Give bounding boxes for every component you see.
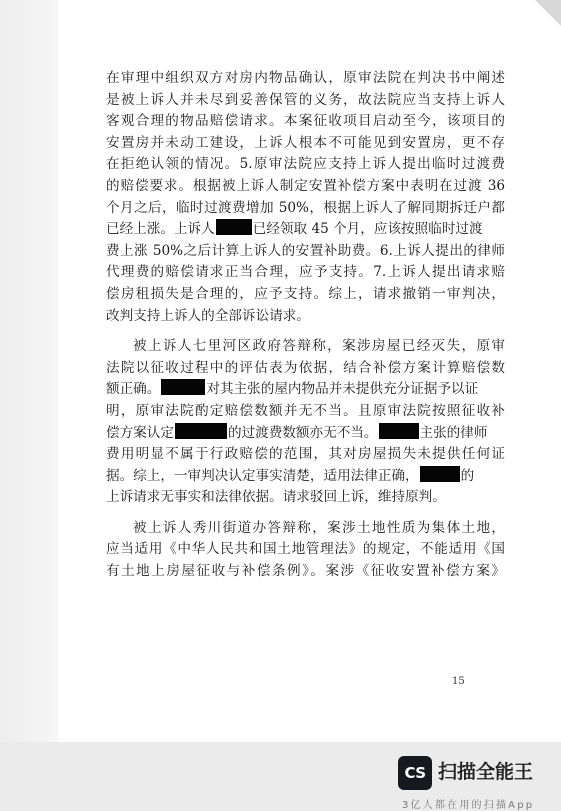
redaction-box: [420, 466, 460, 482]
text-line: 是被上诉人并未尽到妥善保管的义务，故法院应当支持上诉人: [106, 91, 505, 108]
text-line: 在拒绝认领的情况。5.原审法院应支持上诉人提出临时过渡费: [106, 156, 505, 173]
text-line: 偿房租损失是合理的，应予支持。综上，请求撤销一审判决，: [106, 285, 505, 302]
page-number: 15: [452, 676, 465, 687]
text-line: 被上诉人秀川街道办答辩称，案涉土地性质为集体土地，: [133, 519, 505, 536]
text-line: 法院以征收过程中的评估表为依据，结合补偿方案计算赔偿数: [106, 359, 505, 376]
redaction-box: [216, 219, 252, 235]
text-line: 费用明显不属于行政赔偿的范围，其对房屋损失未提供任何证: [106, 446, 505, 463]
redaction-box: [379, 423, 419, 439]
text-segment: 的过渡费数额亦无不当。: [227, 424, 378, 441]
text-line: 个月之后，临时过渡费增加 50%，根据上诉人了解同期拆迁户都: [106, 199, 505, 216]
scan-left-edge: [0, 0, 58, 742]
camscanner-logo-icon: CS: [398, 756, 432, 790]
document-body: [106, 68, 505, 583]
text-segment: 主张的律师: [419, 424, 488, 441]
text-line: 有土地上房屋征收与补偿条例》。案涉《征收安置补偿方案》: [106, 563, 505, 580]
text-line: 费上涨 50%之后计算上诉人的安置补助费。6.上诉人提出的律师: [106, 242, 505, 259]
text-segment: 已经上涨。上诉人: [106, 221, 215, 238]
text-line: 的赔偿要求。根据被上诉人制定安置补偿方案中表明在过渡 36: [106, 177, 505, 194]
text-segment: 额正确。: [106, 381, 161, 398]
text-segment: 已经领取 45 个月，应该按照临时过渡: [252, 221, 483, 238]
text-segment: 据。综上，一审判决认定事实清楚，适用法律正确，: [106, 467, 419, 484]
text-line: [106, 466, 505, 488]
redaction-box: [161, 379, 205, 395]
text-line: 客观合理的物品赔偿请求。本案征收项目启动至今，该项目的: [106, 113, 505, 130]
text-segment: 的: [460, 467, 475, 484]
brand-slogan: 3亿人都在用的扫描App: [402, 800, 535, 811]
redaction-box: [175, 423, 227, 439]
text-line: 改判支持上诉人的全部诉讼请求。: [106, 307, 310, 324]
text-line: [106, 219, 505, 241]
text-line: 安置房并未动工建设，上诉人根本不可能见到安置房，更不存: [106, 134, 505, 151]
text-line: 应当适用《中华人民共和国土地管理法》的规定，不能适用《国: [106, 541, 505, 558]
text-segment: 对其主张的屋内物品并未提供充分证据予以证: [206, 381, 479, 398]
text-line: 明，原审法院酌定赔偿数额并无不当。且原审法院按照征收补: [106, 402, 505, 419]
text-line: [106, 379, 505, 401]
page-fold-corner: [535, 0, 561, 26]
text-line: 代理费的赔偿请求正当合理，应予支持。7.上诉人提出请求赔: [106, 264, 505, 281]
text-line: 上诉请求无事实和法律依据。请求驳回上诉，维持原判。: [106, 489, 446, 506]
document-page: [58, 0, 561, 742]
text-line: [106, 423, 505, 445]
text-segment: 偿方案认定: [106, 424, 174, 441]
brand-name: 扫描全能王: [438, 761, 534, 783]
text-line: 在审理中组织双方对房内物品确认，原审法院在判决书中阐述: [106, 70, 505, 86]
text-line: 被上诉人七里河区政府答辩称，案涉房屋已经灭失，原审: [133, 338, 505, 355]
